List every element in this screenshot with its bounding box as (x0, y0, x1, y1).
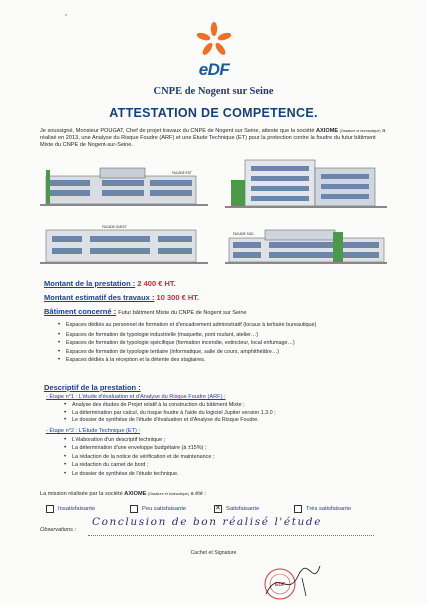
assessment-sentence (40, 491, 206, 497)
step-1-label (46, 394, 226, 400)
stamp-label: Cachet et Signature (190, 550, 237, 556)
intro-line-2: a réalisé en 2013, une Analyse du Risque Foudre (ARF) et une Étude Technique (ET) (40, 128, 386, 142)
edf-stamp-signature (258, 558, 328, 600)
list-item: • Espaces de formation de typologie tertiaire (informatique, salle de cours, amphithéâtre…) (58, 348, 388, 356)
observations-line (88, 535, 374, 536)
checkbox[interactable] (130, 505, 138, 513)
stamp-icon (258, 558, 328, 600)
assessment-company-note: (Ossature et bureautique) (147, 492, 189, 496)
works-label: Montant estimatif des travaux : (44, 293, 155, 302)
rating-label: Très satisfaisante (306, 506, 352, 512)
drawing-perspective (225, 154, 390, 212)
building-text: Futur bâtiment Mixte du CNPE de Nogent sur Seine (118, 310, 247, 316)
rating-tres-satisfaisante[interactable] (294, 505, 351, 513)
step-2-label (46, 428, 140, 434)
list-item: • Espaces dédiés à la réception et la détente des stagiaires. (58, 356, 388, 364)
works-row (44, 293, 199, 302)
drawing-label-est: FACADE EST (172, 171, 192, 175)
amount-label: Montant de la prestation : (44, 279, 136, 288)
intro-line-1: Je soussigné, Monsieur POUGAT, Chef de projet travaux du CNPE de Nogent sur Seine, atteste que la société (40, 128, 315, 134)
edf-flower-icon (186, 22, 242, 62)
amount-value: 2 400 € HT. (137, 279, 176, 288)
intro-company: AXIOME (316, 128, 339, 134)
corner-mark: * (65, 14, 67, 20)
checkbox[interactable] (294, 505, 302, 513)
drawing-label-ouest: FACADE OUEST (102, 225, 127, 229)
step-2-text: - Étape n°2 : L'Étude Technique (ET) : (46, 428, 140, 434)
list-item: • Le dossier de synthèse de l'étude d'évaluation et d'Analyse du Risque Foudre. (64, 417, 384, 425)
rating-label: Insatisfaisante (58, 506, 96, 512)
list-item: • L'élaboration d'un descriptif technique ; (64, 436, 384, 444)
rating-label: Satisfaisante (226, 506, 260, 512)
building-label: Bâtiment concerné : (44, 307, 117, 316)
intro-line-3: pour la protection contre la foudre du futur bâtiment Mixte du CNPE de Nogent-sur-Seine. (40, 135, 376, 149)
observations-handwritten: Conclusion de bon réalisé l'étude (92, 516, 323, 528)
drawing-facade-ouest (40, 220, 210, 270)
rating-peu-satisfaisante[interactable] (130, 505, 186, 513)
checkbox[interactable] (46, 505, 54, 513)
checkbox-checked[interactable] (214, 505, 222, 513)
site-name: CNPE de Nogent sur Seine (153, 86, 274, 97)
list-item: • Espaces de formation de typologie industrielle (maquette, pont roulant, atelier…) (58, 331, 388, 339)
assessment-prefix: La mission réalisée par la société (40, 491, 123, 497)
list-item: • Espaces de formation de typologie spécifique (formation incendie, extincteur, local enfumage…) (58, 339, 388, 347)
facade-drawings (40, 162, 390, 272)
step-1-text: - Étape n°1 : L'étude d'évaluation et d'Analyse du Risque Foudre (ARF) : (46, 394, 226, 400)
works-value: 10 300 € HT. (156, 293, 200, 302)
list-item: • Analyse des études de Projet relatif à la construction du bâtiment Mixte ; (64, 402, 384, 410)
drawing-facade-est (40, 162, 210, 212)
list-item: • Le dossier de synthèse de l'étude technique. (64, 470, 384, 478)
edf-wordmark: eDF (198, 60, 230, 79)
list-item: • Espaces dédiés au personnel de formation et d'encadrement administratif (locaux à tertiaire bureautique) (58, 322, 388, 329)
list-item: • La rédaction de la notice de vérification et de maintenance ; (64, 453, 384, 461)
stamp-text: EDF (275, 582, 285, 588)
edf-logo (186, 22, 242, 82)
rating-insatisfaisante[interactable] (46, 505, 95, 513)
description-title: Descriptif de la prestation : (44, 383, 141, 392)
drawing-facade-sud (225, 220, 390, 270)
list-item: • La détermination par calcul, du risque foudre à l'aide du logiciel Jupiter version 1.3.0 ; (64, 410, 384, 418)
observations-label: Observations : (40, 527, 77, 533)
building-row (44, 307, 247, 316)
intro-company-note: (Ossature et bureautique) (339, 129, 381, 133)
amount-row (44, 279, 176, 288)
assessment-company: AXIOME (124, 491, 147, 497)
step-1-list (64, 402, 384, 425)
assessment-suffix: a été : (190, 491, 206, 497)
list-item: • La détermination d'une enveloppe budgétaire (à ±15%) ; (64, 444, 384, 452)
spaces-list (58, 322, 388, 365)
page-title: ATTESTATION DE COMPETENCE. (109, 106, 318, 120)
drawing-label-sud: FACADE SUD (233, 232, 254, 236)
intro-paragraph (40, 128, 390, 150)
step-2-list (64, 436, 384, 478)
rating-satisfaisante[interactable] (214, 505, 259, 513)
list-item: • La rédaction du carnet de bord ; (64, 461, 384, 469)
rating-label: Peu satisfaisante (142, 506, 187, 512)
